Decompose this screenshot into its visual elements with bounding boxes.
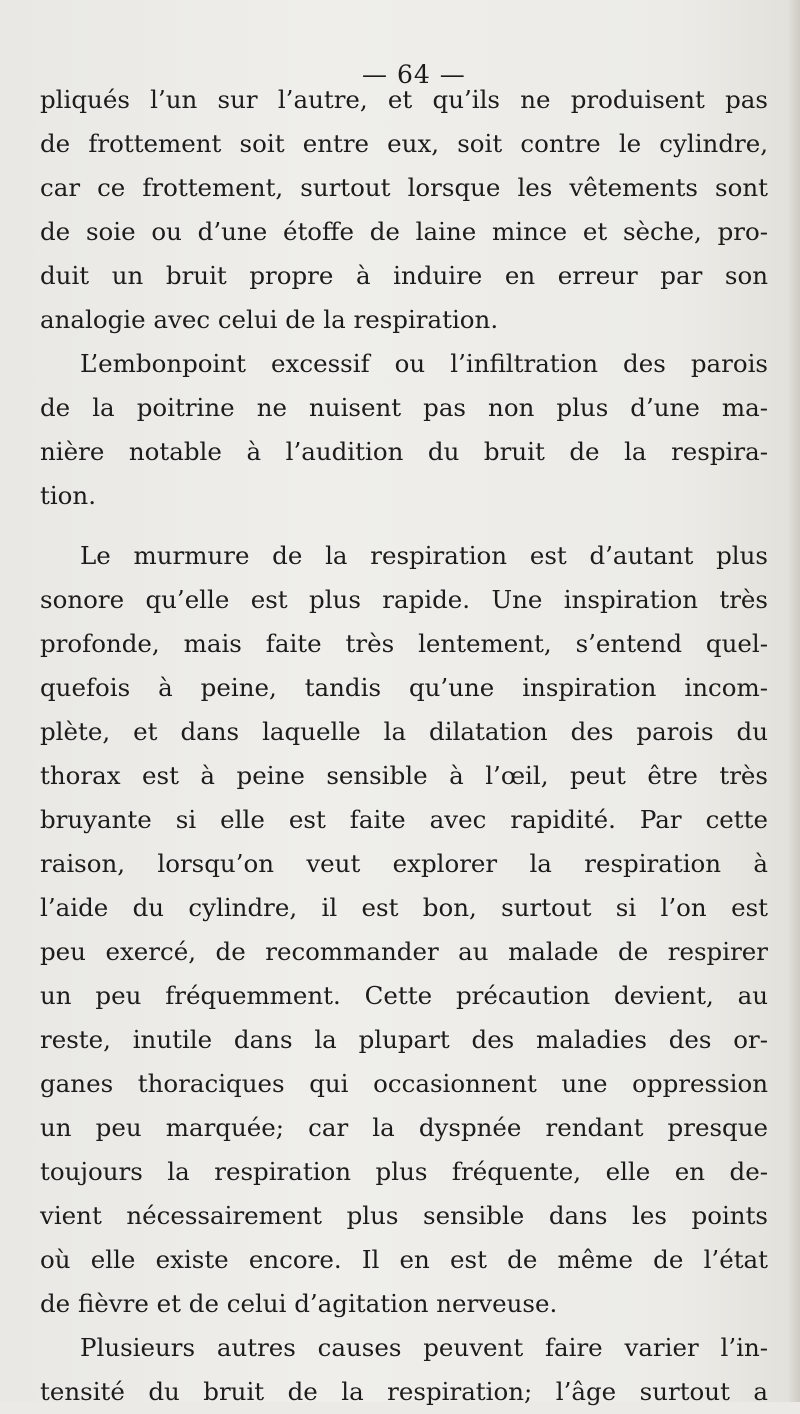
text-line: profonde, mais faite très lentement, s’entend quel- <box>40 629 768 658</box>
text-line: plète, et dans laquelle la dilatation des parois du <box>40 717 768 746</box>
text-line: pliqués l’un sur l’autre, et qu’ils ne produisent pas <box>40 85 768 114</box>
text-line: peu exercé, de recommander au malade de respirer <box>40 937 768 966</box>
paragraph <box>40 534 768 1326</box>
text-line: un peu marquée; car la dyspnée rendant presque <box>40 1113 768 1142</box>
text-line: un peu fréquemment. Cette précaution devient, au <box>40 981 768 1010</box>
text-line: où elle existe encore. Il en est de même de l’état <box>40 1245 768 1274</box>
text-line: ganes thoraciques qui occasionnent une oppression <box>40 1069 768 1098</box>
text-line: de frottement soit entre eux, soit contre le cylindre, <box>40 129 768 158</box>
text-line: tion. <box>40 481 96 510</box>
paragraph-gap <box>40 518 768 534</box>
text-line: sonore qu’elle est plus rapide. Une inspiration très <box>40 585 768 614</box>
text-line: Plusieurs autres causes peuvent faire varier l’in- <box>80 1333 768 1362</box>
text-line: Le murmure de la respiration est d’autant plus <box>80 541 768 570</box>
text-line: de soie ou d’une étoffe de laine mince et sèche, pro- <box>40 217 768 246</box>
body-text <box>40 78 768 1414</box>
text-line: de la poitrine ne nuisent pas non plus d’une ma- <box>40 393 768 422</box>
text-line: reste, inutile dans la plupart des maladies des or- <box>40 1025 768 1054</box>
paragraph <box>40 1326 768 1414</box>
text-line: raison, lorsqu’on veut explorer la respiration à <box>40 849 768 878</box>
text-line: thorax est à peine sensible à l’œil, peut être très <box>40 761 768 790</box>
text-line: vient nécessairement plus sensible dans les points <box>40 1201 768 1230</box>
text-line: bruyante si elle est faite avec rapidité. Par cette <box>40 805 768 834</box>
text-line: nière notable à l’audition du bruit de la respira- <box>40 437 768 466</box>
text-line: quefois à peine, tandis qu’une inspiration incom- <box>40 673 768 702</box>
page-edge-shadow <box>788 0 800 1402</box>
page-number: — 64 — <box>362 60 466 89</box>
text-line: tensité du bruit de la respiration; l’âge surtout a <box>40 1377 768 1406</box>
paragraph <box>40 78 768 342</box>
text-line: toujours la respiration plus fréquente, elle en de- <box>40 1157 768 1186</box>
text-line: duit un bruit propre à induire en erreur par son <box>40 261 768 290</box>
text-line: de fièvre et de celui d’agitation nerveuse. <box>40 1289 558 1318</box>
paragraph <box>40 342 768 518</box>
text-line: car ce frottement, surtout lorsque les vêtements sont <box>40 173 768 202</box>
text-line: L’embonpoint excessif ou l’infiltration des parois <box>80 349 768 378</box>
text-line: analogie avec celui de la respiration. <box>40 305 499 334</box>
text-line: l’aide du cylindre, il est bon, surtout si l’on est <box>40 893 768 922</box>
